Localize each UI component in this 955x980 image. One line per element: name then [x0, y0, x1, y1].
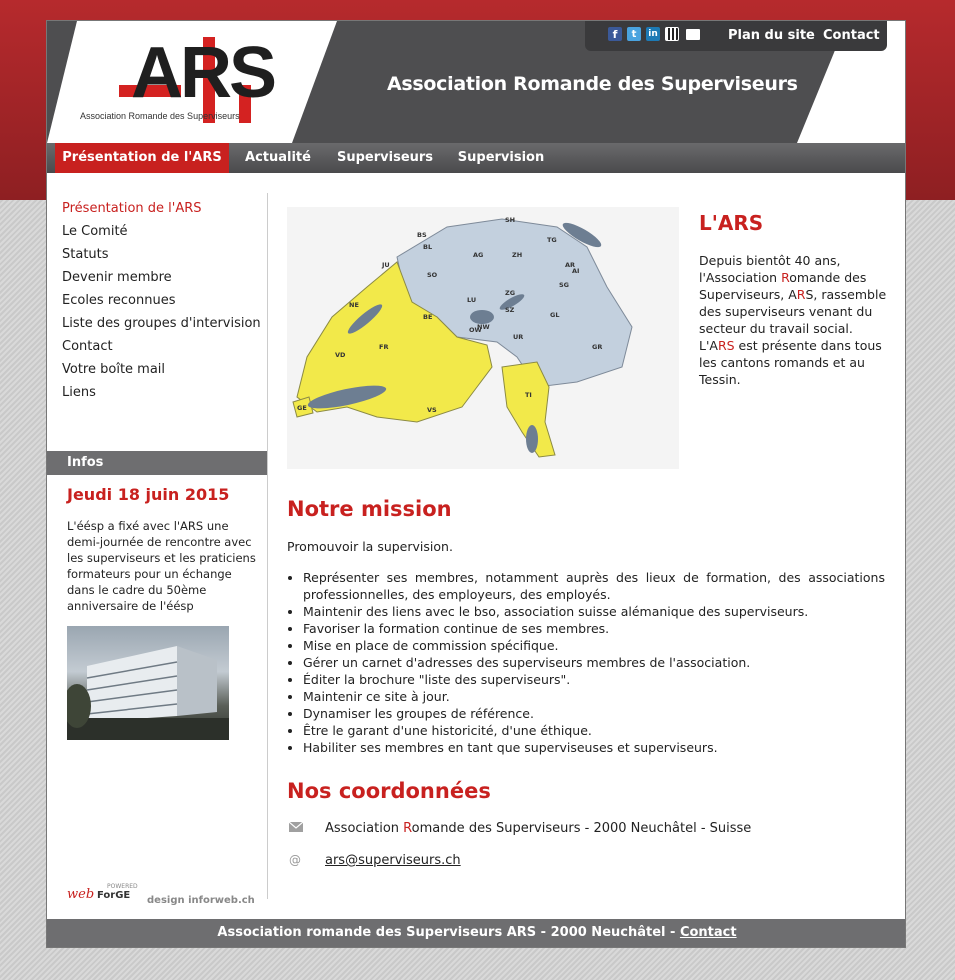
canton-label-tg: TG	[547, 236, 557, 244]
canton-label-bl: BL	[423, 243, 433, 251]
canton-label-ju: JU	[382, 261, 390, 269]
top-toolbar	[585, 21, 887, 51]
canton-label-zh: ZH	[512, 251, 523, 259]
nav-item-supervision[interactable]: Supervision	[457, 150, 545, 165]
list-item: • Dynamiser les groupes de référence.	[303, 705, 885, 722]
contact-link[interactable]: Contact	[823, 28, 880, 43]
list-item: • Favoriser la formation continue de ses membres.	[303, 620, 885, 637]
canton-label-vs: VS	[427, 406, 437, 414]
canton-label-ge: GE	[297, 404, 307, 412]
nav-item-actualite[interactable]: Actualité	[245, 150, 311, 165]
canton-map	[287, 207, 679, 469]
sidebar-item-liens[interactable]: Liens	[62, 385, 96, 400]
infos-header: Infos	[47, 451, 267, 475]
list-item: • Éditer la brochure "liste des superviseurs".	[303, 671, 885, 688]
lars-text: Depuis bientôt 40 ans, l'Association Romande des Superviseurs, ARS, rassemble des superviseurs venant du secteur du travail social. L'ARS est présente dans tous les cantons romands et au Tessin.	[699, 253, 887, 387]
nav-item-presentation[interactable]: Présentation de l'ARS	[55, 143, 229, 173]
address-text: Association Romande des Superviseurs - 2000 Neuchâtel - Suisse	[325, 821, 752, 836]
canton-label-vd: VD	[335, 351, 346, 359]
canton-label-be: BE	[423, 313, 433, 321]
switzerland-map	[287, 207, 679, 469]
logo-text: ARS	[131, 33, 275, 113]
nav-item-superviseurs[interactable]: Superviseurs	[337, 150, 434, 165]
sitemap-link[interactable]: Plan du site	[728, 28, 815, 43]
sidebar-item-ecoles[interactable]: Ecoles reconnues	[62, 293, 176, 308]
mission-intro: Promouvoir la supervision.	[287, 539, 453, 554]
infos-date[interactable]: Jeudi 18 juin 2015	[67, 485, 230, 504]
infos-photo[interactable]	[67, 626, 229, 740]
lars-title: L'ARS	[699, 211, 764, 235]
footer	[47, 919, 906, 948]
canton-label-sg: SG	[559, 281, 570, 289]
canton-label-gr: GR	[592, 343, 603, 351]
column-divider	[267, 193, 268, 899]
infos-text: L'éésp a fixé avec l'ARS une demi-journée de rencontre avec les superviseurs et les praticiens formateurs pour un échange dans le cadre du 50ème anniversaire de l'éésp	[67, 519, 256, 613]
list-item: • Mise en place de commission spécifique.	[303, 637, 885, 654]
canton-label-sh: SH	[505, 216, 516, 224]
sidebar-item-comite[interactable]: Le Comité	[62, 224, 128, 239]
footer-contact-link[interactable]: Contact	[679, 925, 737, 940]
twitter-icon[interactable]: t	[627, 27, 641, 41]
canton-label-so: SO	[427, 271, 438, 279]
header-title: Association Romande des Superviseurs	[387, 73, 798, 95]
list-item: • Gérer un carnet d'adresses des superviseurs membres de l'association.	[303, 654, 885, 671]
address-row	[287, 821, 847, 839]
logo[interactable]	[80, 33, 307, 131]
canton-label-fr: FR	[379, 343, 389, 351]
sidebar-item-presentation[interactable]: Présentation de l'ARS	[62, 201, 202, 216]
page-container	[46, 20, 906, 948]
email-link[interactable]: ars@superviseurs.ch	[325, 853, 461, 868]
facebook-icon[interactable]: f	[608, 27, 622, 41]
mission-list	[303, 569, 885, 756]
canton-label-ow: OW	[469, 326, 482, 334]
canton-label-ti: TI	[525, 391, 532, 399]
sidebar-item-boite-mail[interactable]: Votre boîte mail	[62, 362, 166, 377]
sidebar-item-contact[interactable]: Contact	[62, 339, 113, 354]
envelope-icon	[289, 821, 305, 835]
header	[47, 21, 906, 143]
canton-label-ai: AI	[572, 267, 580, 275]
canton-label-gl: GL	[550, 311, 560, 319]
list-item: • Représenter ses membres, notamment auprès des lieux de formation, des associations professionnelles, des employeurs, des employés.	[303, 569, 885, 603]
list-item: • Habiliter ses membres en tant que superviseuses et superviseurs.	[303, 739, 885, 756]
footer-text: Association romande des Superviseurs ARS - 2000 Neuchâtel -	[217, 925, 680, 940]
sidebar-item-groupes[interactable]: Liste des groupes d'intervision	[62, 316, 261, 331]
canton-label-ag: AG	[473, 251, 484, 259]
mission-title: Notre mission	[287, 497, 452, 521]
canton-label-lu: LU	[467, 296, 477, 304]
design-credit[interactable]: design inforweb.ch	[147, 895, 255, 906]
list-item: • Maintenir des liens avec le bso, association suisse alémanique des superviseurs.	[303, 603, 885, 620]
qr-code-icon[interactable]	[665, 27, 679, 41]
list-item: • Être le garant d'une historicité, d'une éthique.	[303, 722, 885, 739]
list-item: • Maintenir ce site à jour.	[303, 688, 885, 705]
canton-label-zg: ZG	[505, 289, 516, 297]
building-photo	[67, 626, 229, 740]
canton-label-nw: NW	[477, 323, 490, 331]
at-icon: @	[289, 853, 301, 867]
coordinates-title: Nos coordonnées	[287, 779, 491, 803]
webforge-logo[interactable]: POWERED web ForGE	[67, 883, 138, 902]
sidebar-menu	[62, 197, 261, 404]
linkedin-icon[interactable]: in	[646, 27, 660, 41]
print-icon[interactable]	[686, 29, 700, 40]
canton-label-bs: BS	[417, 231, 427, 239]
sidebar-item-devenir-membre[interactable]: Devenir membre	[62, 270, 172, 285]
main-nav	[46, 143, 906, 173]
email-row	[287, 853, 847, 871]
canton-label-ne: NE	[349, 301, 359, 309]
logo-subtitle: Association Romande des Superviseurs	[80, 111, 240, 121]
canton-label-sz: SZ	[505, 306, 515, 314]
canton-label-ar: AR	[565, 261, 576, 269]
canton-label-ur: UR	[513, 333, 524, 341]
sidebar-item-statuts[interactable]: Statuts	[62, 247, 109, 262]
